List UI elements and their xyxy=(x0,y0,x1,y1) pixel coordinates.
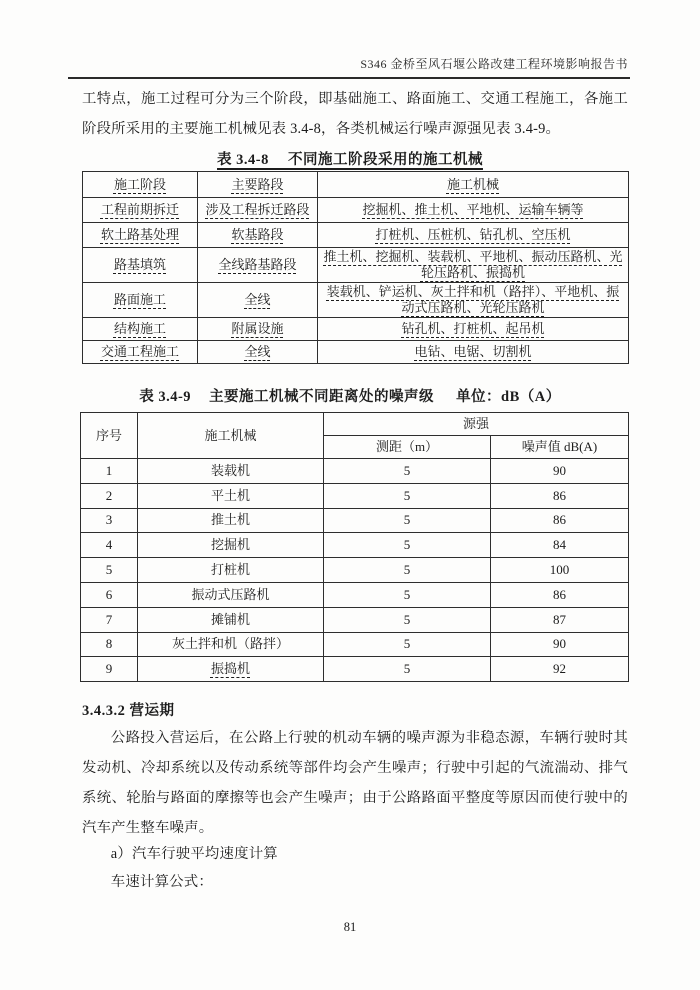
table-349-caption-no: 表 3.4-9 xyxy=(139,389,192,405)
table-348-header-section: 主要路段 xyxy=(198,172,318,198)
table-row: 9 振捣机 5 92 xyxy=(81,657,629,682)
table-row: 7 摊铺机 5 87 xyxy=(81,607,629,632)
item-a-line: a）汽车行驶平均速度计算 xyxy=(110,846,278,862)
table-349-header-distance: 测距（m） xyxy=(324,436,491,459)
operation-para-line-1: 公路投入营运后，在公路上行驶的机动车辆的噪声源为非稳态源，车辆行驶时其 xyxy=(110,730,628,746)
table-row: 工程前期拆迁 涉及工程拆迁路段 挖掘机、推土机、平地机、运输车辆等 xyxy=(83,198,629,223)
table-row: 8 灰土拌和机（路拌） 5 90 xyxy=(81,632,629,657)
table-349-caption-title: 主要施工机械不同距离处的噪声级 xyxy=(209,389,435,405)
operation-para-line-3: 系统、轮胎与路面的摩擦等也会产生噪声；由于公路路面平整度等原因而使行驶中的 xyxy=(82,790,628,806)
table-348-caption-text: 表 3.4-8 不同施工阶段采用的施工机械 xyxy=(217,152,483,168)
table-349-header-seq: 序号 xyxy=(81,413,138,459)
table-349-header-source: 源强 xyxy=(324,413,629,436)
operation-para-line-4: 汽车产生整车噪声。 xyxy=(82,820,214,836)
table-349-header-machine: 施工机械 xyxy=(138,413,324,459)
table-348-header-machines: 施工机械 xyxy=(318,172,629,198)
intro-line-2: 阶段所采用的主要施工机械见表 3.4-8，各类机械运行噪声源强见表 3.4-9。 xyxy=(82,121,561,137)
table-348 xyxy=(82,171,629,364)
header-rule xyxy=(68,77,630,79)
table-349 xyxy=(80,412,629,682)
table-349-header-row-1 xyxy=(81,413,629,436)
table-349-caption-unit: 单位：dB（A） xyxy=(456,389,561,405)
page-header-title: S346 金桥至风石堰公路改建工程环境影响报告书 xyxy=(360,57,628,71)
formula-label-line: 车速计算公式： xyxy=(110,874,213,890)
intro-line-1: 工特点，施工过程可分为三个阶段，即基础施工、路面施工、交通工程施工，各施工 xyxy=(82,91,628,107)
table-row: 结构施工 附属设施 钻孔机、打桩机、起吊机 xyxy=(83,318,629,341)
table-row: 5 打桩机 5 100 xyxy=(81,558,629,583)
table-row: 交通工程施工 全线 电钻、电锯、切割机 xyxy=(83,341,629,364)
operation-para-line-2: 发动机、冷却系统以及传动系统等部件均会产生噪声；行驶中引起的气流湍动、排气 xyxy=(82,760,628,776)
table-row: 3 推土机 5 86 xyxy=(81,508,629,533)
table-348-caption xyxy=(0,148,700,169)
table-348-header-row xyxy=(83,172,629,198)
table-row: 2 平土机 5 86 xyxy=(81,483,629,508)
table-row: 路基填筑 全线路基路段 推土机、挖掘机、装载机、平地机、振动压路机、光轮压路机、振捣机 xyxy=(83,248,629,283)
table-row: 软土路基处理 软基路段 打桩机、压桩机、钻孔机、空压机 xyxy=(83,223,629,248)
table-row: 6 振动式压路机 5 86 xyxy=(81,582,629,607)
table-row: 4 挖掘机 5 84 xyxy=(81,533,629,558)
section-heading-3432: 3.4.3.2 营运期 xyxy=(82,703,175,719)
table-348-header-stage: 施工阶段 xyxy=(83,172,198,198)
table-349-header-noise: 噪声值 dB(A) xyxy=(491,436,629,459)
table-row: 1 装载机 5 90 xyxy=(81,459,629,484)
table-349-caption xyxy=(0,385,700,406)
page-number: 81 xyxy=(343,920,357,934)
table-row: 路面施工 全线 装载机、铲运机、灰土拌和机（路拌）、平地机、振动式压路机、光轮压路机 xyxy=(83,283,629,318)
